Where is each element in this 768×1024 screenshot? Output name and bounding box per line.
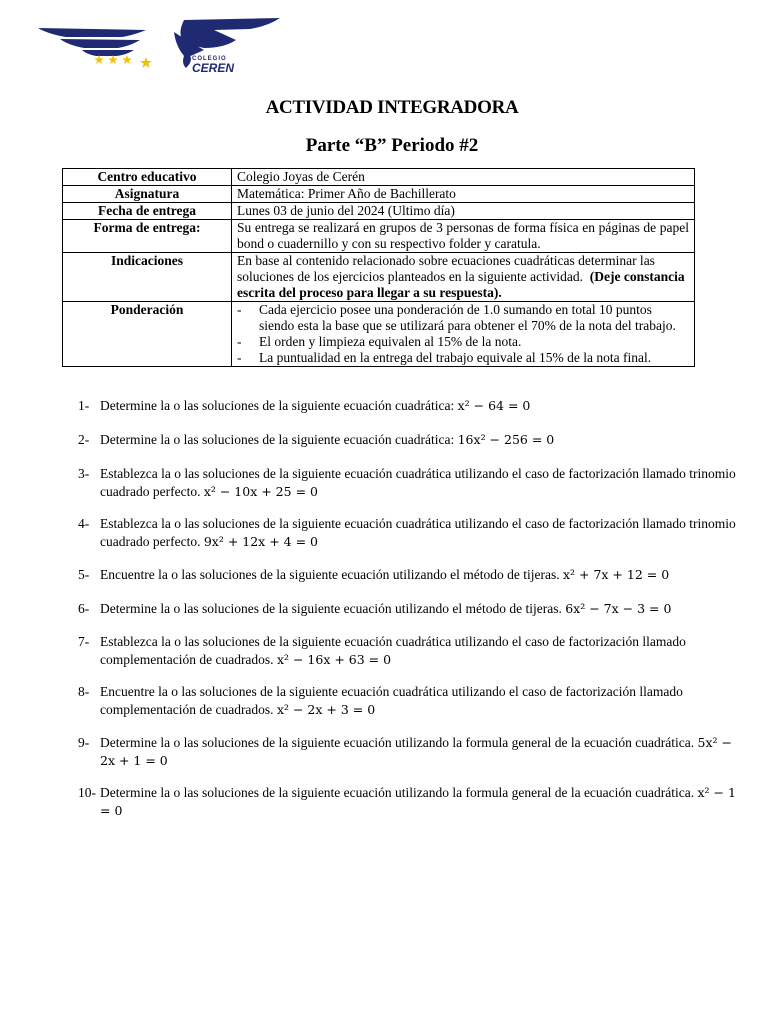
question-number: 10- bbox=[78, 785, 96, 800]
table-row bbox=[63, 220, 695, 253]
question-text: Establezca la o las soluciones de la siguiente ecuación cuadrática utilizando el caso de factorización llamado complementación de cuadrados. bbox=[100, 634, 686, 667]
list-item: - La puntualidad en la entrega del trabajo equivale al 15% de la nota final. bbox=[237, 350, 652, 365]
ponderacion-item-2: El orden y limpieza equivalen al 15% de la nota. bbox=[259, 334, 522, 349]
forma-label: Forma de entrega: bbox=[63, 220, 232, 253]
table-row bbox=[63, 302, 695, 367]
star-icon bbox=[94, 54, 164, 68]
question-5 bbox=[78, 566, 738, 584]
question-text: Encuentre la o las soluciones de la siguiente ecuación cuadrática utilizando el caso de factorización llamado complementación de cuadrados. bbox=[100, 684, 683, 717]
question-2 bbox=[78, 431, 738, 449]
question-number: 3- bbox=[78, 466, 90, 481]
question-text: Establezca la o las soluciones de la siguiente ecuación cuadrática utilizando el caso de factorización llamado trinomio cuadrado perfecto. bbox=[100, 516, 736, 549]
question-8 bbox=[78, 683, 738, 719]
table-row bbox=[63, 203, 695, 220]
question-3 bbox=[78, 465, 738, 501]
question-number: 1- bbox=[78, 398, 90, 413]
document-subtitle: Parte “B” Periodo #2 bbox=[305, 135, 479, 156]
question-equation: 16x² − 256 = 0 bbox=[457, 432, 555, 447]
ponderacion-label: Ponderación bbox=[63, 302, 232, 367]
asignatura-value: Matemática: Primer Año de Bachillerato bbox=[232, 186, 695, 203]
fecha-value: Lunes 03 de junio del 2024 (Ultimo día) bbox=[232, 203, 695, 220]
question-text: Establezca la o las soluciones de la siguiente ecuación cuadrática utilizando el caso de factorización llamado trinomio cuadrado perfecto. bbox=[100, 466, 736, 499]
question-equation: x² − 64 = 0 bbox=[457, 398, 531, 413]
question-equation: x² + 7x + 12 = 0 bbox=[562, 567, 670, 582]
asignatura-label: Asignatura bbox=[63, 186, 232, 203]
question-text: Determine la o las soluciones de la siguiente ecuación utilizando la formula general de la ecuación cuadrática. bbox=[100, 785, 698, 800]
question-equation: 6x² − 7x − 3 = 0 bbox=[565, 601, 672, 616]
table-row bbox=[63, 169, 695, 186]
question-10 bbox=[78, 784, 738, 820]
logo-wordmark bbox=[192, 56, 234, 74]
school-logo bbox=[36, 18, 282, 76]
question-equation: x² − 2x + 3 = 0 bbox=[276, 702, 376, 717]
question-number: 6- bbox=[78, 601, 90, 616]
indicaciones-cell bbox=[232, 253, 695, 302]
indicaciones-label: Indicaciones bbox=[63, 253, 232, 302]
question-number: 4- bbox=[78, 516, 90, 531]
question-6 bbox=[78, 600, 738, 618]
table-row bbox=[63, 186, 695, 203]
question-text: Determine la o las soluciones de la siguiente ecuación cuadrática: bbox=[100, 432, 458, 447]
document-title: ACTIVIDAD INTEGRADORA bbox=[265, 97, 519, 118]
question-equation: x² − 10x + 25 = 0 bbox=[203, 484, 318, 499]
list-item: - El orden y limpieza equivalen al 15% de la nota. bbox=[237, 334, 522, 349]
indicaciones-bold: (Deje constancia escrita del proceso para llegar a su respuesta). bbox=[237, 269, 685, 300]
question-text: Determine la o las soluciones de la siguiente ecuación utilizando la formula general de la ecuación cuadrática. bbox=[100, 735, 698, 750]
ponderacion-item-3: La puntualidad en la entrega del trabajo equivale al 15% de la nota final. bbox=[259, 350, 652, 365]
question-number: 2- bbox=[78, 432, 90, 447]
question-text: Determine la o las soluciones de la siguiente ecuación cuadrática: bbox=[100, 398, 458, 413]
question-number: 9- bbox=[78, 735, 90, 750]
list-item: - Cada ejercicio posee una ponderación de 1.0 sumando en total 10 puntos siendo esta la base que se utilizará para obtener el 70% de la nota del trabajo. bbox=[237, 302, 689, 334]
question-equation: x² − 16x + 63 = 0 bbox=[276, 652, 392, 667]
fecha-label: Fecha de entrega bbox=[63, 203, 232, 220]
question-equation: x² − 1 = 0 bbox=[100, 785, 736, 818]
info-table bbox=[62, 168, 695, 367]
question-text: Encuentre la o las soluciones de la siguiente ecuación utilizando el método de tijeras. bbox=[100, 567, 563, 582]
question-4 bbox=[78, 515, 738, 551]
question-9 bbox=[78, 734, 738, 770]
ponderacion-cell bbox=[232, 302, 695, 367]
logo-big-text: CEREN bbox=[192, 61, 235, 75]
question-number: 5- bbox=[78, 567, 90, 582]
indicaciones-value: En base al contenido relacionado sobre ecuaciones cuadráticas determinar las soluciones de los ejercicios planteados en la siguiente actividad. bbox=[237, 253, 655, 284]
question-7 bbox=[78, 633, 738, 669]
forma-value: Su entrega se realizará en grupos de 3 personas de forma física en páginas de papel bond o cuadernillo y con su respectivo folder y caratula. bbox=[232, 220, 695, 253]
question-number: 8- bbox=[78, 684, 90, 699]
logo-small-text: COLEGIO bbox=[192, 56, 227, 62]
centro-value: Colegio Joyas de Cerén bbox=[232, 169, 695, 186]
question-number: 7- bbox=[78, 634, 90, 649]
question-equation: 5x² − 2x + 1 = 0 bbox=[100, 735, 732, 768]
question-text: Determine la o las soluciones de la siguiente ecuación utilizando el método de tijeras. bbox=[100, 601, 566, 616]
question-1 bbox=[78, 397, 738, 415]
ponderacion-item-1: Cada ejercicio posee una ponderación de 1.0 sumando en total 10 puntos siendo esta la base que se utilizará para obtener el 70% de la nota del trabajo. bbox=[259, 302, 676, 333]
question-equation: 9x² + 12x + 4 = 0 bbox=[203, 534, 318, 549]
table-row bbox=[63, 253, 695, 302]
centro-label: Centro educativo bbox=[63, 169, 232, 186]
